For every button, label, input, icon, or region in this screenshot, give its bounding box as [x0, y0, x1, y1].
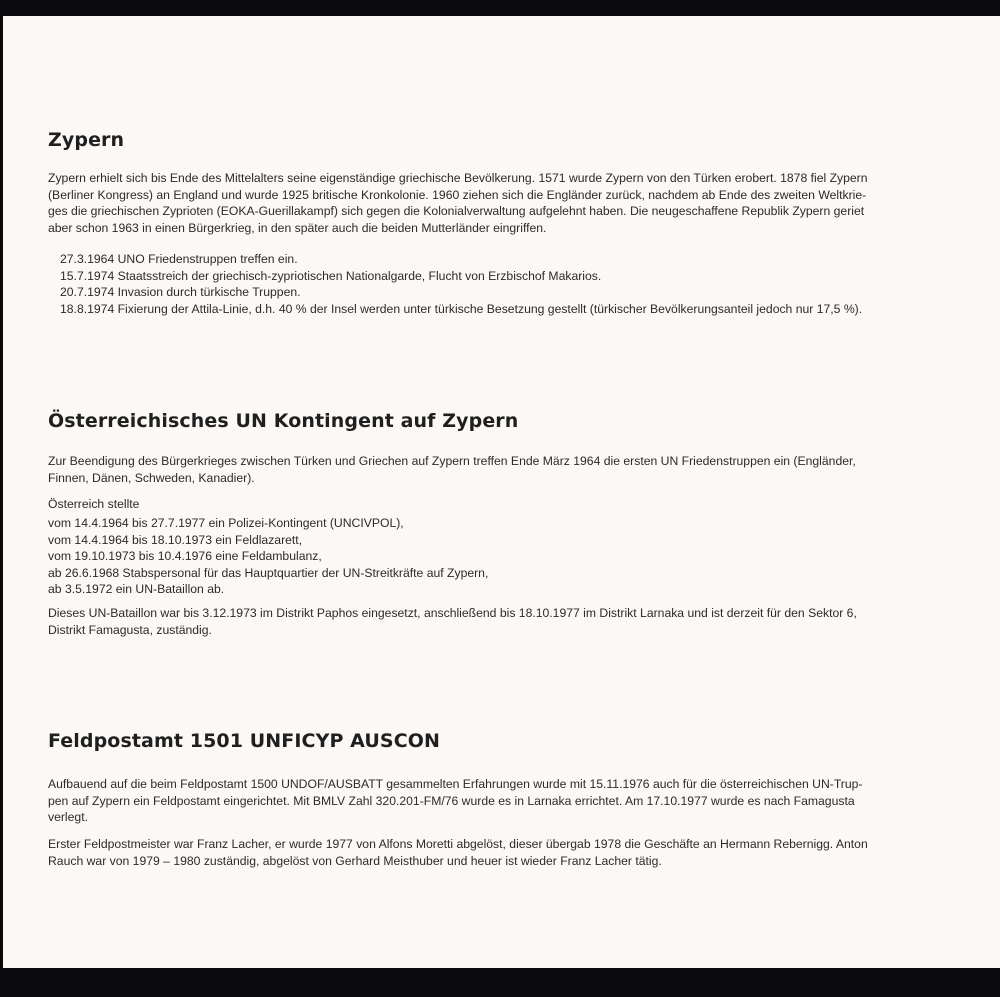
- feldpostamt-paragraph-1: [48, 776, 968, 826]
- zypern-timeline: [60, 251, 980, 317]
- heading-zypern: Zypern: [48, 129, 125, 151]
- timeline-item: 20.7.1974 Invasion durch türkische Truppen.: [60, 285, 301, 300]
- document-page: [3, 16, 1000, 968]
- text-line: ges die griechischen Zyprioten (EOKA-Guerillakampf) sich gegen die Kolonialverwaltung aufgelehnt haben. Die neugeschaffene Republik Zypern geriet: [48, 204, 865, 219]
- timeline-item: 27.3.1964 UNO Friedenstruppen treffen ein.: [60, 252, 298, 266]
- kontingent-list-title: Österreich stellte: [48, 497, 140, 511]
- text-line: Dieses UN-Bataillon war bis 3.12.1973 im Distrikt Paphos eingesetzt, anschließend bis 18.10.1977 im Distrikt Larnaka und ist derzeit für den Sektor 6,: [48, 606, 857, 620]
- text-line: Finnen, Dänen, Schweden, Kanadier).: [48, 470, 255, 485]
- kontingent-list: [48, 515, 968, 598]
- timeline-item: 15.7.1974 Staatsstreich der griechisch-zypriotischen Nationalgarde, Flucht von Erzbischof Makarios.: [60, 268, 602, 283]
- text-line: Zur Beendigung des Bürgerkrieges zwischen Türken und Griechen auf Zypern treffen Ende März 1964 die ersten UN Friedenstruppen ein (Engländer,: [48, 454, 856, 468]
- text-line: pen auf Zypern ein Feldpostamt eingerichtet. Mit BMLV Zahl 320.201-FM/76 wurde es in Larnaka errichtet. Am 17.10.1977 wurde es nach Famagusta: [48, 793, 855, 808]
- list-item: ab 26.6.1968 Stabspersonal für das Hauptquartier der UN-Streitkräfte auf Zypern,: [48, 565, 489, 580]
- text-line: Erster Feldpostmeister war Franz Lacher, er wurde 1977 von Alfons Moretti abgelöst, dieser übergab 1978 die Geschäfte an Hermann Rebernigg. Anton: [48, 837, 868, 851]
- list-item: vom 19.10.1973 bis 10.4.1976 eine Feldambulanz,: [48, 549, 322, 564]
- kontingent-closing-paragraph: [48, 605, 968, 638]
- text-line: Aufbauend auf die beim Feldpostamt 1500 UNDOF/AUSBATT gesammelten Erfahrungen wurde mit 15.11.1976 auch für die österreichischen UN-Trup-: [48, 777, 863, 791]
- text-line: Rauch war von 1979 – 1980 zuständig, abgelöst von Gerhard Meisthuber und heuer ist wieder Franz Lacher tätig.: [48, 853, 662, 868]
- list-item: vom 14.4.1964 bis 18.10.1973 ein Feldlazarett,: [48, 532, 303, 547]
- heading-feldpostamt: Feldpostamt 1501 UNFICYP AUSCON: [48, 730, 441, 752]
- kontingent-intro-paragraph: [48, 453, 968, 486]
- zypern-intro-paragraph: [48, 170, 968, 236]
- text-line: aber schon 1963 in einen Bürgerkrieg, in den später auch die beiden Mutterländer eingriffen.: [48, 220, 547, 235]
- text-line: Distrikt Famagusta, zuständig.: [48, 622, 212, 637]
- list-item: ab 3.5.1972 ein UN-Bataillon ab.: [48, 582, 225, 597]
- text-line: verlegt.: [48, 810, 88, 825]
- heading-un-kontingent: Österreichisches UN Kontingent auf Zypern: [48, 410, 519, 432]
- text-line: (Berliner Kongress) an England und wurde 1925 britische Kronkolonie. 1960 ziehen sich die Engländer zurück, nachdem ab Ende des zweiten Weltkrie-: [48, 187, 867, 202]
- text-line: Zypern erhielt sich bis Ende des Mittelalters seine eigenständige griechische Bevölkerung. 1571 wurde Zypern von den Türken erobert. 1878 fiel Zypern: [48, 171, 868, 185]
- feldpostamt-paragraph-2: [48, 836, 968, 869]
- list-item: vom 14.4.1964 bis 27.7.1977 ein Polizei-Kontingent (UNCIVPOL),: [48, 516, 404, 530]
- timeline-item: 18.8.1974 Fixierung der Attila-Linie, d.h. 40 % der Insel werden unter türkische Besetzung gestellt (türkischer Bevölkerungsanteil jedoch nur 17,5 %).: [60, 301, 863, 316]
